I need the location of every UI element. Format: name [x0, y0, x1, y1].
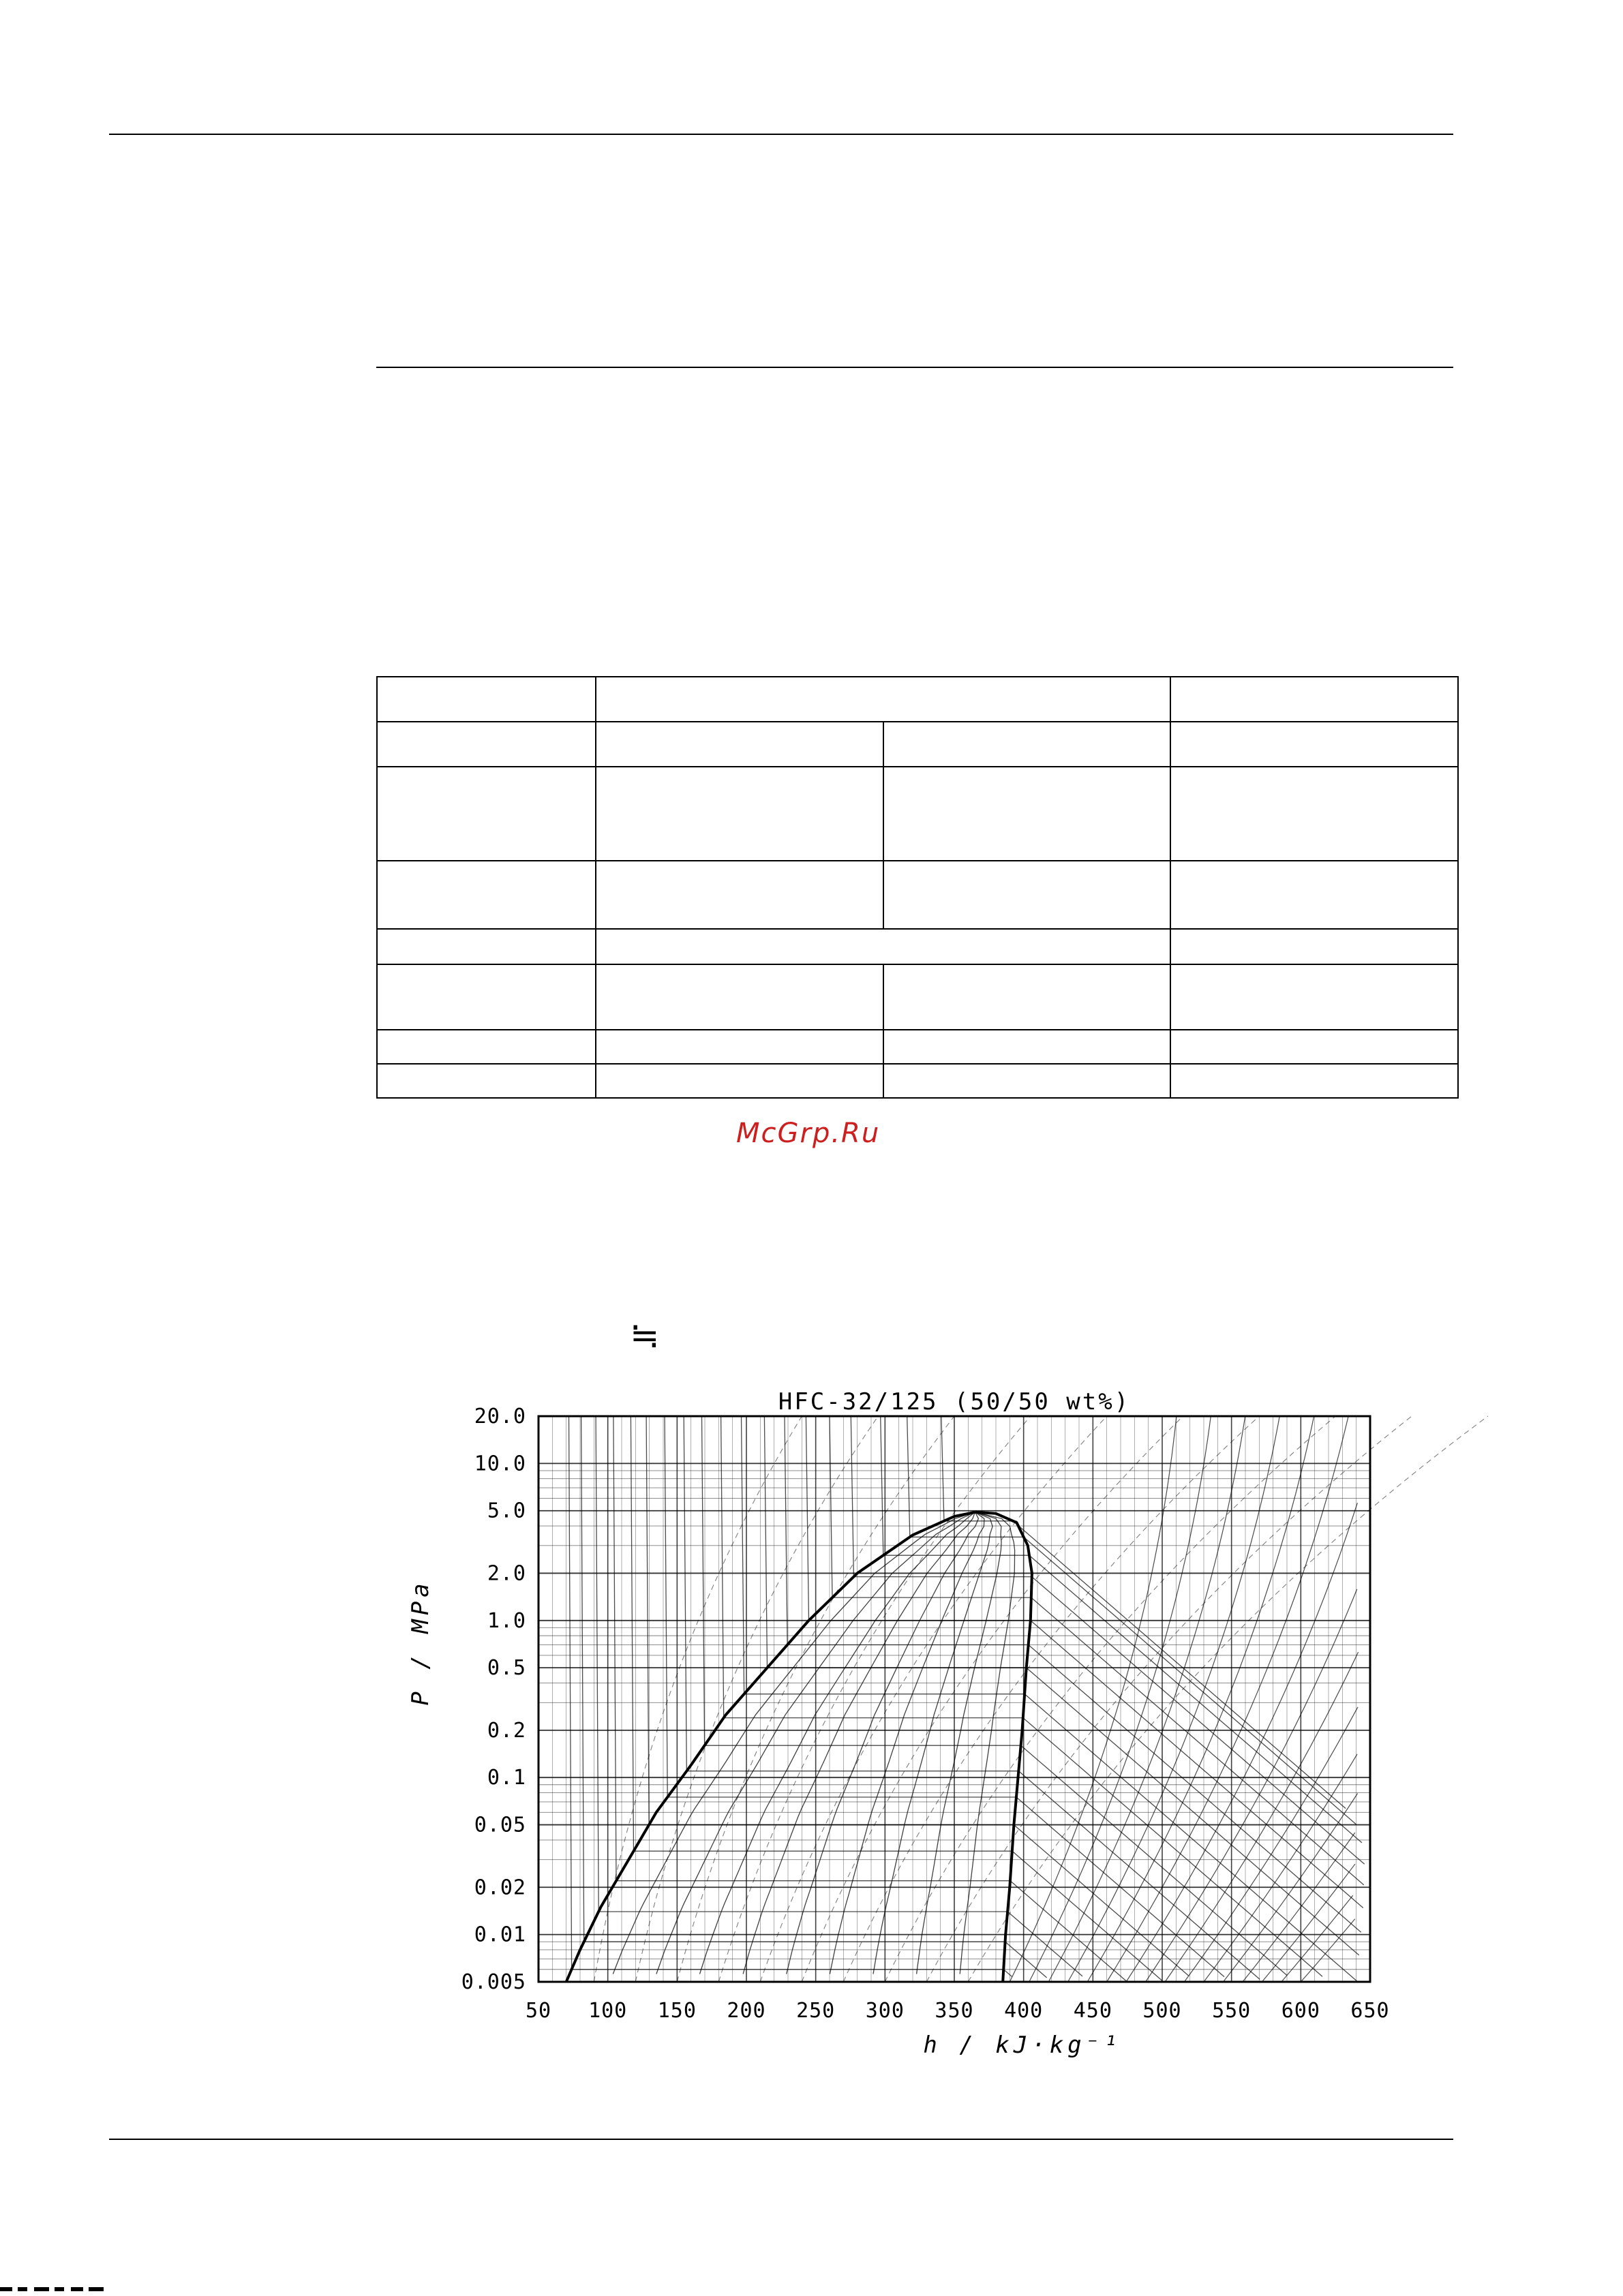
isotherm-line — [581, 1416, 1047, 1978]
isotherm-line — [764, 1416, 1359, 1955]
y-tick-label: 0.005 — [461, 1970, 526, 1994]
isotherm-line — [631, 1416, 1162, 1980]
y-tick-label: 0.5 — [487, 1656, 526, 1681]
isochore-line — [760, 1416, 1106, 1982]
y-tick-label: 0.05 — [474, 1813, 526, 1837]
y-tick-label: 10.0 — [474, 1452, 526, 1476]
isentrope-line — [1165, 1652, 1359, 1982]
x-tick-label: 400 — [1004, 1999, 1044, 2023]
isotherm-line — [702, 1416, 1288, 1976]
y-tick-label: 0.1 — [487, 1766, 526, 1790]
x-tick-label: 550 — [1212, 1999, 1252, 2023]
isochore-line — [926, 1416, 1412, 1982]
isolines-layer — [569, 1416, 1488, 1982]
chart-title: HFC-32/125 (50/50 wt%) — [778, 1388, 1131, 1415]
y-tick-label: 5.0 — [487, 1499, 526, 1523]
isotherm-line — [665, 1416, 1224, 1977]
isentrope-line — [1185, 1707, 1359, 1982]
x-tick-label: 200 — [727, 1999, 766, 2023]
isotherm-line — [806, 1416, 1363, 1908]
x-tick-label: 450 — [1073, 1999, 1112, 2023]
isochore-line — [885, 1416, 1335, 1982]
isotherm-line — [881, 1416, 1362, 1843]
x-tick-label: 50 — [525, 1999, 552, 2023]
isotherm-line — [684, 1416, 1260, 1979]
y-tick-label: 0.01 — [474, 1923, 526, 1947]
x-tick-label: 250 — [796, 1999, 836, 2023]
footer-marks — [0, 2284, 109, 2294]
y-tick-label: 0.02 — [474, 1876, 526, 1900]
grid-layer — [539, 1416, 1370, 1982]
x-tick-labels — [526, 1999, 1390, 2023]
x-axis-label: h / kJ·kg⁻¹ — [923, 2032, 1122, 2059]
isotherm-line — [721, 1416, 1322, 1976]
isochore-line — [594, 1416, 802, 1982]
y-axis-label: P / MPa — [407, 1579, 434, 1706]
x-tick-label: 650 — [1350, 1999, 1390, 2023]
isentrope-line — [1146, 1589, 1357, 1982]
quality-line — [830, 1512, 984, 1974]
isotherm-line — [646, 1416, 1189, 1976]
quality-line — [873, 1512, 992, 1974]
isochore-line — [802, 1416, 1183, 1982]
isotherm-line — [830, 1416, 1364, 1885]
y-tick-label: 0.2 — [487, 1718, 526, 1743]
watermark: McGrp.Ru — [736, 1118, 881, 1149]
approx-equal-symbol: ≒ — [630, 1315, 660, 1356]
y-tick-label: 1.0 — [487, 1608, 526, 1633]
y-tick-label: 20.0 — [474, 1405, 526, 1428]
footer-rule — [109, 2139, 1453, 2140]
x-tick-label: 500 — [1142, 1999, 1182, 2023]
x-tick-label: 300 — [865, 1999, 905, 2023]
isentrope-line — [1204, 1754, 1357, 1982]
quality-line — [700, 1512, 975, 1974]
y-tick-labels — [461, 1405, 526, 1994]
isotherm-line — [613, 1416, 1127, 1981]
y-tick-label: 2.0 — [487, 1561, 526, 1586]
x-tick-label: 600 — [1281, 1999, 1320, 2023]
x-tick-label: 150 — [657, 1999, 697, 2023]
x-tick-label: 100 — [588, 1999, 628, 2023]
isochore-line — [635, 1416, 878, 1982]
x-tick-label: 350 — [935, 1999, 974, 2023]
